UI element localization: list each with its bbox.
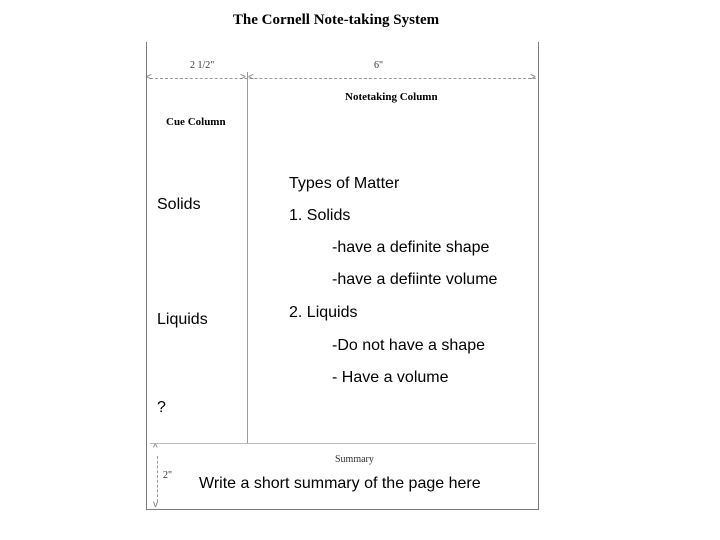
notes-solids-line-1: -have a definite shape [332,239,490,256]
summary-arrow-up-icon: ^ [153,443,158,454]
notetaking-column-label: Notetaking Column [345,91,438,103]
page-bottom-border [146,509,539,510]
summary-arrow-down-icon: v [153,499,158,510]
notes-item-liquids: 2. Liquids [289,304,358,321]
cue-question: ? [157,399,166,416]
notes-item-solids: 1. Solids [289,207,351,224]
summary-divider [150,443,536,444]
page-title: The Cornell Note-taking System [232,12,440,28]
notes-heading: Types of Matter [289,175,400,192]
summary-height-line [157,456,159,502]
notes-liquids-line-2: - Have a volume [332,369,449,386]
notes-solids-line-2: -have a defiinte volume [332,271,498,288]
summary-label: Summary [335,454,374,465]
summary-text: Write a short summary of the page here [199,475,481,492]
dimension-arrow-right-icon: > [530,72,536,83]
cue-liquids: Liquids [157,311,208,328]
cue-column-label: Cue Column [166,116,226,128]
cue-column-divider [247,72,248,444]
dimension-arrow-mid-right-icon: < [248,72,254,83]
summary-height-label: 2" [163,470,173,481]
dimension-arrow-mid-left-icon: > [240,72,246,83]
cue-solids: Solids [157,196,201,213]
cue-width-label: 2 1/2" [190,60,215,71]
dimension-arrow-left-icon: < [146,72,152,83]
page-left-border [146,42,147,510]
notes-liquids-line-1: -Do not have a shape [332,337,485,354]
width-dimension-line [150,78,536,80]
notes-width-label: 6" [374,60,384,71]
page-right-border [538,42,539,510]
